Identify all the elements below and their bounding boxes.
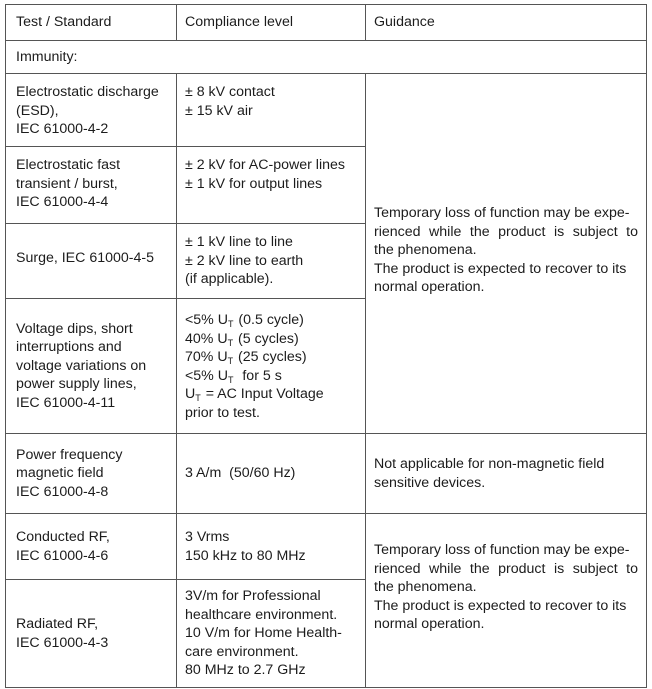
- guidance-line: The product is expected to recover to its: [374, 260, 627, 277]
- test-line: IEC 61000-4-4: [16, 194, 109, 210]
- test-line: IEC 61000-4-6: [16, 547, 109, 564]
- test-line: Voltage dips, short: [16, 320, 133, 337]
- guidance-line: The product is expected to recover to its: [374, 597, 627, 614]
- compliance-line: prior to test.: [185, 404, 260, 421]
- compliance-line: ± 15 kV air: [185, 102, 253, 119]
- test-line: power supply lines,: [16, 376, 137, 393]
- compliance-line: 3 A/m (50/60 Hz): [185, 465, 296, 482]
- compliance-line: 70% $U_T$ (25 cycles): [185, 349, 307, 366]
- guidance-line: the phenomena.: [374, 242, 477, 259]
- test-cell: [6, 434, 177, 514]
- test-line: Conducted RF,: [16, 529, 110, 545]
- guidance-line: normal operation.: [374, 616, 485, 633]
- test-cell: [6, 147, 177, 224]
- test-line: magnetic field: [16, 465, 104, 482]
- compliance-line: <5% $U_T$ for 5 s: [185, 367, 282, 385]
- compliance-line: ± 2 kV line to earth: [185, 252, 304, 269]
- test-line: interruptions and: [16, 339, 122, 356]
- table-row-power-frequency: [6, 434, 647, 514]
- compliance-line: care environment.: [185, 643, 299, 660]
- test-line: IEC 61000-4-11: [16, 394, 116, 411]
- compliance-cell: [177, 147, 366, 224]
- table-header-row: [6, 5, 647, 41]
- guidance-line: Temporary loss of function may be expe-: [374, 542, 630, 559]
- table-row-conducted-rf: [6, 514, 647, 580]
- test-line: IEC 61000-4-2: [16, 121, 109, 137]
- table-row-esd: [6, 74, 647, 147]
- test-line: IEC 61000-4-3: [16, 634, 109, 651]
- test-cell: [6, 580, 177, 688]
- test-cell: [6, 74, 177, 147]
- test-line: Electrostatic discharge: [16, 84, 159, 100]
- compliance-cell: [177, 580, 366, 688]
- compliance-line: ± 8 kV contact: [185, 84, 275, 100]
- compliance-cell: [177, 74, 366, 147]
- guidance-line: Temporary loss of function may be expe-: [374, 205, 630, 222]
- emc-immunity-table: [5, 4, 647, 688]
- compliance-cell: [177, 514, 366, 580]
- guidance-cell-group-1: [366, 74, 647, 434]
- compliance-line: ± 1 kV for output lines: [185, 175, 323, 192]
- compliance-line: healthcare environment.: [185, 606, 338, 623]
- compliance-cell: [177, 224, 366, 299]
- compliance-cell: [177, 434, 366, 514]
- header-compliance-level: Compliance level: [177, 5, 366, 41]
- compliance-line: 3V/m for Professional: [185, 588, 321, 605]
- compliance-line: (if applicable).: [185, 271, 274, 287]
- compliance-line: 150 kHz to 80 MHz: [185, 547, 306, 564]
- header-test-standard: Test / Standard: [6, 5, 177, 41]
- compliance-line: 40% $U_T$ (5 cycles): [185, 330, 299, 348]
- compliance-line: $U_T$ = AC Input Voltage: [185, 386, 324, 403]
- test-line: voltage variations on: [16, 357, 147, 374]
- guidance-line: rienced while the product is subject to: [374, 223, 638, 240]
- test-line: transient / burst,: [16, 175, 118, 192]
- test-line: (ESD),: [16, 102, 59, 119]
- compliance-line: <5% $U_T$ (0.5 cycle): [185, 312, 304, 329]
- compliance-line: 3 Vrms: [185, 529, 230, 545]
- test-line: IEC 61000-4-8: [16, 483, 109, 500]
- header-guidance: Guidance: [366, 5, 647, 41]
- guidance-line: Not applicable for non-magnetic field: [374, 456, 605, 472]
- test-cell: [6, 224, 177, 299]
- compliance-line: ± 1 kV line to line: [185, 234, 293, 250]
- guidance-cell: [366, 434, 647, 514]
- guidance-cell-group-2: [366, 514, 647, 688]
- compliance-cell: [177, 299, 366, 434]
- section-label: Immunity:: [6, 41, 647, 74]
- test-line: Surge, IEC 61000-4-5: [16, 249, 155, 266]
- test-line: Power frequency: [16, 446, 123, 463]
- test-line: Radiated RF,: [16, 616, 99, 632]
- test-line: Electrostatic fast: [16, 157, 121, 173]
- section-row-immunity: [6, 41, 647, 74]
- compliance-line: 10 V/m for Home Health-: [185, 625, 342, 642]
- test-cell: [6, 514, 177, 580]
- compliance-line: 80 MHz to 2.7 GHz: [185, 662, 306, 679]
- guidance-line: rienced while the product is subject to: [374, 560, 638, 577]
- guidance-line: the phenomena.: [374, 579, 477, 596]
- test-cell: [6, 299, 177, 434]
- guidance-line: sensitive devices.: [374, 474, 486, 491]
- guidance-line: normal operation.: [374, 279, 485, 296]
- compliance-line: ± 2 kV for AC-power lines: [185, 157, 345, 173]
